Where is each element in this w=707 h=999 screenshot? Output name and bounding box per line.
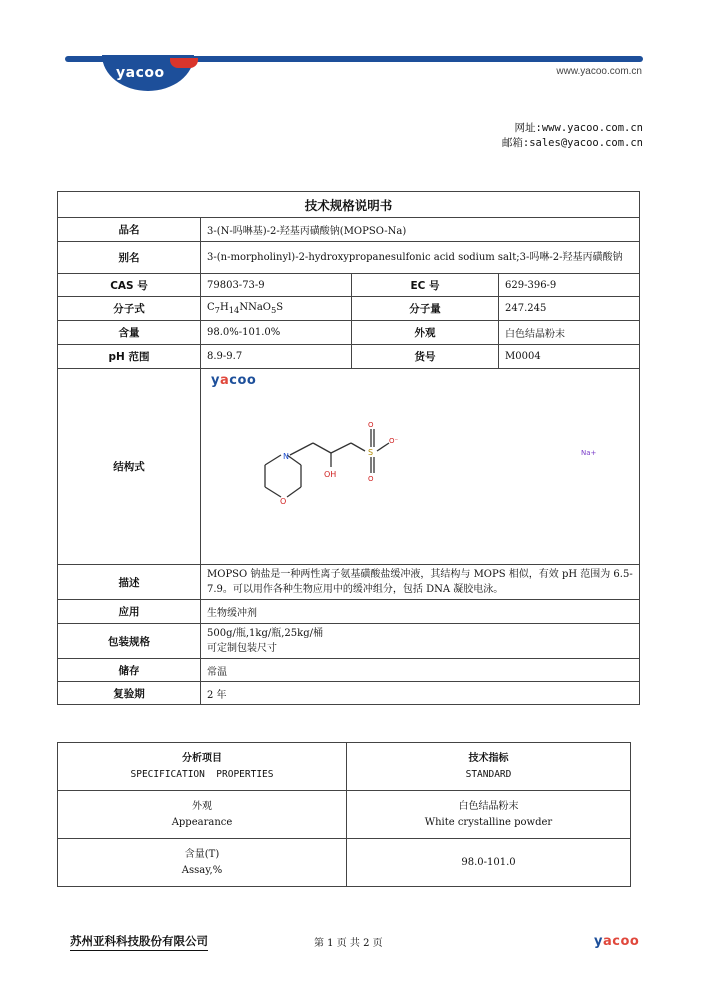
analysis-item-cn: 外观 <box>192 800 212 812</box>
header-logo-text: yacoo <box>116 65 165 81</box>
mw-label: 分子量 <box>352 297 499 321</box>
item-no-label: 货号 <box>352 345 499 369</box>
package-value-2: 可定制包装尺寸 <box>207 643 277 654</box>
atom-na: Na+ <box>581 449 597 457</box>
content-value: 98.0%-101.0% <box>201 321 352 345</box>
item-no-value: M0004 <box>499 345 640 369</box>
table-row <box>58 791 631 839</box>
cas-value: 79803-73-9 <box>201 274 352 297</box>
footer-logo: yacoo <box>594 934 640 949</box>
ec-value: 629-396-9 <box>499 274 640 297</box>
analysis-head-left-en: SPECIFICATION PROPERTIES <box>130 768 274 780</box>
analysis-head-right-en: STANDARD <box>465 768 512 780</box>
formula-value: $C_7H_{14}NNaO_5S$ <box>201 297 352 321</box>
spec-title: 技术规格说明书 <box>58 192 640 218</box>
content-label: 含量 <box>58 321 201 345</box>
package-value <box>201 624 640 659</box>
ph-label: pH 范围 <box>58 345 201 369</box>
atom-o-bottom: O <box>368 475 374 483</box>
atom-o-top: O <box>368 421 374 429</box>
storage-value: 常温 <box>201 659 640 682</box>
footer-company: 苏州亚科科技股份有限公司 <box>70 933 208 951</box>
alias-value: 3-(n-morpholinyl)-2-hydroxypropanesulfonic acid sodium salt;3-吗啉-2-羟基丙磺酸钠 <box>201 242 640 274</box>
analysis-table <box>57 742 631 887</box>
ph-value: 8.9-9.7 <box>201 345 352 369</box>
analysis-standard: 98.0-101.0 <box>347 839 631 887</box>
atom-s: S <box>368 448 374 457</box>
analysis-head-left-cn: 分析项目 <box>182 752 222 764</box>
structure-label: 结构式 <box>58 369 201 565</box>
structure-diagram <box>261 421 681 579</box>
analysis-item-en: Assay,% <box>181 864 223 876</box>
analysis-item <box>58 791 347 839</box>
atom-o-minus: O⁻ <box>389 437 399 445</box>
application-value: 生物缓冲剂 <box>201 600 640 624</box>
description-label: 描述 <box>58 565 201 600</box>
analysis-head-right <box>347 743 631 791</box>
spec-table <box>57 191 640 705</box>
package-label: 包装规格 <box>58 624 201 659</box>
structure-cell <box>201 369 640 565</box>
storage-label: 储存 <box>58 659 201 682</box>
table-row <box>58 839 631 887</box>
atom-n: N <box>283 452 289 461</box>
analysis-item <box>58 839 347 887</box>
atom-o-ring: O <box>280 497 287 506</box>
header-accent <box>170 58 198 68</box>
mw-value: 247.245 <box>499 297 640 321</box>
analysis-standard <box>347 791 631 839</box>
formula-label: 分子式 <box>58 297 201 321</box>
analysis-item-cn: 含量(T) <box>184 848 220 860</box>
alias-label: 别名 <box>58 242 201 274</box>
package-value-1: 500g/瓶,1kg/瓶,25kg/桶 <box>207 628 323 639</box>
analysis-standard-cn: 白色结晶粉末 <box>458 800 519 812</box>
footer-page-number: 第 1 页 共 2 页 <box>314 938 383 949</box>
analysis-item-en: Appearance <box>171 816 233 828</box>
analysis-head-left <box>58 743 347 791</box>
retest-label: 复验期 <box>58 682 201 705</box>
ec-label: EC 号 <box>352 274 499 297</box>
analysis-standard-en: White crystalline powder <box>424 816 553 828</box>
appearance-label: 外观 <box>352 321 499 345</box>
header-site-url[interactable]: www.yacoo.com.cn <box>556 66 642 77</box>
cas-label: CAS 号 <box>58 274 201 297</box>
application-label: 应用 <box>58 600 201 624</box>
atom-oh: OH <box>324 470 337 479</box>
email-line[interactable]: 邮箱:sales@yacoo.com.cn <box>501 137 643 149</box>
retest-value: 2 年 <box>201 682 640 705</box>
website-line[interactable]: 网址:www.yacoo.com.cn <box>514 122 643 134</box>
name-value: 3-(N-吗啉基)-2-羟基丙磺酸钠(MOPSO-Na) <box>201 218 640 242</box>
description-value: MOPSO 钠盐是一种两性离子氨基磺酸盐缓冲液，其结构与 MOPS 相似，有效 pH 范围为 6.5-7.9。可以用作各种生物应用中的缓冲组分，包括 DNA 凝胶电泳。 <box>201 565 640 600</box>
appearance-value: 白色结晶粉末 <box>499 321 640 345</box>
analysis-head-right-cn: 技术指标 <box>468 752 509 764</box>
contact-block <box>502 121 643 151</box>
name-label: 品名 <box>58 218 201 242</box>
structure-watermark-logo: yacoo <box>211 373 257 388</box>
